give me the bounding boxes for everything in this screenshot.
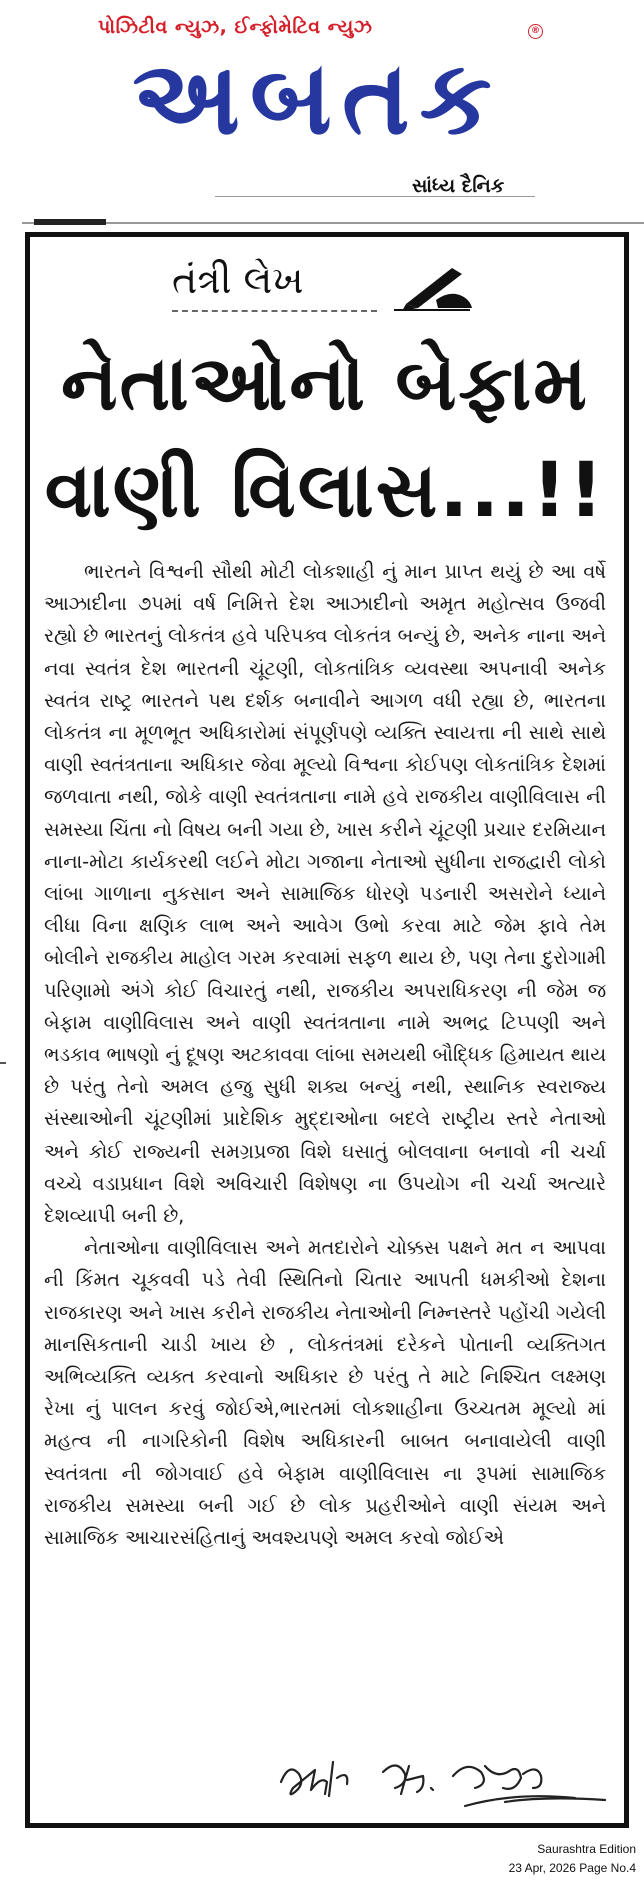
pen-writing-icon: [392, 260, 474, 312]
margin-tick: [0, 1062, 6, 1064]
registered-mark-icon: ®: [528, 24, 543, 39]
headline-line-2: વાણી વિલાસ...!!: [44, 445, 606, 534]
edition-date-page: 23 Apr, 2026 Page No.4: [508, 1861, 636, 1875]
edition-info: [509, 1840, 636, 1878]
masthead: [0, 0, 644, 215]
article-paragraph-1: ભારતને વિશ્વની સૌથી મોટી લોકશાહી નું માન પ્રાપ્ત થયું છે આ વર્ષે આઝાદીના ૭૫માં વર્ષ નિમિત્તે દેશ આઝાદીનો અમૃત મહોત્સવ ઉજવી રહ્યો છે ભારતનું લોકતંત્ર હવે પરિપક્વ લોકતંત્ર બન્યું છે, અનેક નાના અને નવા સ્વતંત્ર દેશ ભારતની ચૂંટણી, લોકતાંત્રિક વ્યવસ્થા અપનાવી અનેક સ્વતંત્ર રાષ્ટ્ર ભારતને પથ દર્શક બનાવીને આગળ વધી રહ્યા છે, ભારતના લોકતંત્ર ના મૂળભૂત અધિકારોમાં સંપૂર્ણપણે વ્યક્તિ સ્વાયત્તા ની સાથે સાથે વાણી સ્વતંત્રતાના અધિકાર જેવા મૂલ્યો વિશ્વના કોઈપણ લોકતાંત્રિક દેશમાં જળવાતા નથી, જોકે વાણી સ્વતંત્રતાના નામે હવે રાજકીય વાણીવિલાસ ની સમસ્યા ચિંતા નો વિષય બની ગયા છે, ખાસ કરીને ચૂંટણી પ્રચાર દરમિયાન નાના-મોટા કાર્યકરથી લઈને મોટા ગજાના નેતાઓ સુધીના રાજદ્વારી લોકો લાંબા ગાળાના નુકસાન અને સામાજિક ધોરણે પડનારી અસરોને ધ્યાને લીધા વિના ક્ષણિક લાભ અને આવેગ ઉભો કરવા માટે જેમ ફાવે તેમ બોલીને રાજકીય માહોલ ગરમ કરવામાં સફળ થાય છે, પણ તેના દુરોગામી પરિણામો અંગે કોઈ વિચારતું નથી, રાજકીય અપરાધિકરણ ની જેમ જ બેફામ વાણીવિલાસ અને વાણી સ્વતંત્રતાના નામે અભદ્ર ટિપ્પણી અને ભડકાવ ભાષણો નું દૂષણ અટકાવવા લાંબા સમયથી બૌદ્ધિક હિમાયત થાય છે પરંતુ તેનો અમલ હજુ સુધી શક્ય બન્યું નથી, સ્થાનિક સ્વરાજ્ય સંસ્થાઓની ચૂંટણીમાં પ્રાદેશિક મુદ્દાઓના બદલે રાષ્ટ્રીય સ્તરે નેતાઓ અને કોઈ રાજ્યની સમગ્રપ્રજા વિશે ઘસાતું બોલવાના બનાવો ની ચર્ચા વચ્ચે વડાપ્રધાન વિશે અવિચારી વિશેષણ ના ઉપયોગ ની ચર્ચા અત્યારે દેશવ્યાપી બની છે,: [44, 560, 606, 1228]
editorial-kicker: તંત્રી લેખ: [172, 258, 304, 302]
header-rule-accent: [34, 219, 106, 225]
masthead-subtitle: સાંધ્ય દૈનિક: [412, 175, 505, 197]
header-rule: [22, 222, 644, 224]
editor-signature: [275, 1722, 610, 1817]
article-body: [44, 556, 606, 1554]
headline-line-1: નેતાઓનો બેફામ: [61, 338, 589, 427]
kicker-underline: [172, 310, 377, 312]
newspaper-logo: અબતક: [132, 39, 502, 158]
article-paragraph-2: નેતાઓના વાણીવિલાસ અને મતદારોને ચોક્કસ પક્ષને મત ન આપવા ની કિંમત ચૂકવવી પડે તેવી સ્થિતિનો ચિતાર આપતી ધમકીઓ દેશના રાજકારણ અને ખાસ કરીને રાજકીય નેતાઓની નિમ્નસ્તરે પહોંચી ગયેલી માનસિકતાની ચાડી ખાય છે , લોકતંત્રમાં દરેકને પોતાની વ્યક્તિગત અભિવ્યક્તિ વ્યક્ત કરવાનો અધિકાર છે પરંતુ તે માટે નિશ્ચિત લક્ષ્મણ રેખા નું પાલન કરવું જોઈએ,ભારતમાં લોકશાહીના ઉચ્ચતમ મૂલ્યો માં મહત્વ ની નાગરિકોની વિશેષ અધિકારની બાબત બનાવાયેલી વાણી સ્વતંત્રતા ની જોગવાઈ હવે બેફામ વાણીવિલાસ ના રૂપમાં સામાજિક રાજકીય સમસ્યા બની ગઈ છે લોક પ્રહરીઓને વાણી સંયમ અને સામાજિક આચારસંહિતાનું અવશ્યપણે અમલ કરવો જોઈએ: [44, 1236, 606, 1550]
masthead-tagline: પોઝિટીવ ન્યુઝ, ઈન્ફોમેટિવ ન્યુઝ: [98, 16, 373, 38]
edition-name: Saurashtra Edition: [537, 1842, 636, 1856]
